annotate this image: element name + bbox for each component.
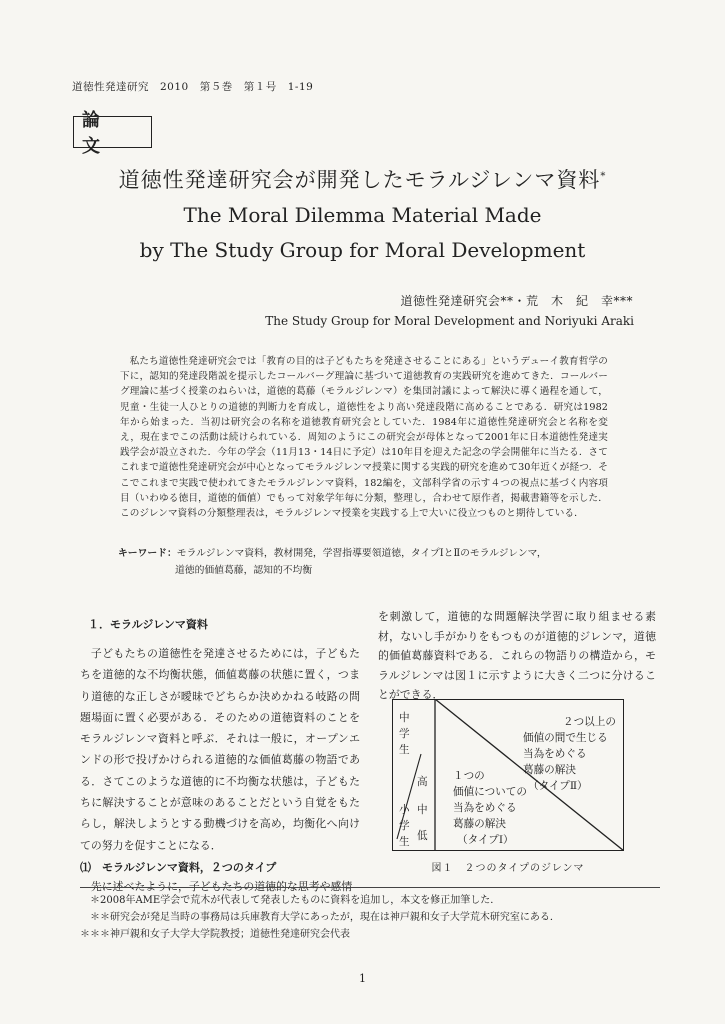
keywords-line2: 道徳的価値葛藤，認知的不均衡: [175, 565, 313, 576]
type1-line4: 葛藤の解決: [453, 818, 506, 830]
page-number: 1: [359, 972, 366, 985]
section-paragraph-1: 子どもたちの道徳性を発達させるためには，子どもたちを道徳的な不均衡状態，価値葛藤の状態に置く，つまり道徳的な正しさが曖昧でどちらか決めかねる岐路の問題場面に置く必要がある．そのための道徳資料のことをモラルジレンマ資料と呼ぶ．それは一般に，オープンエンドの形で投げかけられる道徳的な価値葛藤の物語である．さてこのような道徳的に不均衡な状態は，子どもたちに解決することが意味のあることだという自覚をもたらし，解決しようとする動機づけを高め，均衡化へ向けての努力を促すことになる．: [80, 647, 360, 852]
subsection-heading: ⑴ モラルジレンマ資料，２つのタイプ: [80, 860, 277, 874]
title-english-line1: The Moral Dilemma Material Made: [183, 203, 542, 227]
section-heading: １．モラルジレンマ資料: [88, 618, 208, 631]
type2-line1: ２つ以上の: [563, 716, 616, 728]
footnote-1: ＊2008年AME学会で荒木が代表して発表したものに資料を追加し，本文を修正加筆した．: [80, 895, 501, 906]
type2-line2: 価値の間で生じる: [523, 732, 608, 744]
title-japanese: [0, 164, 725, 194]
figure-label-middle-school: 中学生: [399, 712, 410, 756]
authors-english: The Study Group for Moral Development and Noriyuki Araki: [265, 314, 634, 328]
figure-caption: 図１ ２つのタイプのジレンマ: [431, 863, 585, 874]
figure-label-high: 高: [417, 776, 428, 788]
type1-line1: １つの: [453, 770, 485, 782]
title-japanese-text: 道徳性発達研究会が開発したモラルジレンマ資料: [118, 168, 601, 192]
footnote-2: ＊＊研究会が発足当時の事務局は兵庫教育大学にあったが，現在は神戸親和女子大学荒木研究室にある．: [80, 912, 560, 923]
footnote-3: ＊＊＊神戸親和女子大学大学院教授；道徳性発達研究会代表: [80, 929, 350, 940]
keywords-label: キーワード：: [118, 548, 177, 559]
title-footnote-mark: *: [600, 171, 607, 182]
type2-line4: 葛藤の解決: [523, 764, 576, 776]
authors-japanese: 道徳性発達研究会**・荒 木 紀 幸***: [400, 294, 633, 308]
article-type-box: [73, 110, 152, 157]
type2-line3: 当為をめぐる: [523, 748, 587, 760]
figure-label-mid: 中: [417, 804, 428, 816]
keywords-line1: モラルジレンマ資料，教材開発，学習指導要領道徳，タイプⅠとⅡのモラルジレンマ，: [176, 548, 547, 559]
figure-label-low: 低: [417, 830, 428, 842]
figure-dilemma-types: [392, 699, 624, 851]
footnote-divider: [80, 887, 660, 888]
article-type-label: 論 文: [82, 110, 138, 157]
type2-line5: （タイプⅡ）: [528, 780, 588, 792]
type1-line3: 当為をめぐる: [453, 802, 517, 814]
figure-label-elementary: 小学生: [399, 804, 410, 848]
type1-line2: 価値についての: [453, 786, 527, 798]
keywords: [118, 545, 618, 579]
right-column-text: を刺激して，道徳的な問題解決学習に取り組ませる素材，ないし手がかりをもつものが道徳的ジレンマ，道徳的価値葛藤資料である．これらの物語りの構造から，モラルジレンマは図１に示すように大きく二つに分けることができる．: [378, 610, 656, 701]
title-english-line2: by The Study Group for Moral Development: [139, 238, 586, 262]
abstract: 私たち道徳性発達研究会では「教育の目的は子どもたちを発達させることにある」というデューイ教育哲学の下に，認知的発達段階説を提示したコールバーグ理論に基づいて道徳教育の実践研究を進めてきた．コールバーグ理論に基づく授業のねらいは，道徳的葛藤（モラルジレンマ）を集団討議によって解決に導く過程を通して，児童・生徒一人ひとりの道徳的判断力を育成し，道徳性をより高い発達段階に高めることである．研究は1982年から始まった．当初は研究会の名称を道徳教育研究会としていた．1984年に道徳性発達研究会と名称を変え，現在までこの活動は続けられている．周知のようにこの研究会が母体となって2001年に日本道徳性発達実践学会が設立された．今年の学会（11月13・14日に予定）は10年目を迎えた記念の学会開催年に当たる．さてこれまで道徳性発達研究会が中心となってモラルジレンマ授業に関する実践的研究を進めて30年近くが経つ．そこでこれまで実践で使われてきたモラルジレンマ資料，182編を，文部科学省の示す４つの視点に基づく内容項目（いわゆる徳目，道徳的価値）でもって対象学年毎に分類，整理し，合わせて原作者，掲載書籍等を示した．このジレンマ資料の分類整理表は，モラルジレンマ授業を実践する上で大いに役立つものと期待している．: [120, 356, 608, 520]
running-header: 道徳性発達研究 2010 第５巻 第１号 1-19: [72, 81, 314, 93]
left-column: [80, 605, 360, 897]
type1-line5: （タイプⅠ）: [457, 834, 514, 846]
section-paragraph-2: 先に述べたように，子どもたちの道徳的な思考や感情: [90, 879, 353, 893]
footnotes: [80, 892, 680, 943]
